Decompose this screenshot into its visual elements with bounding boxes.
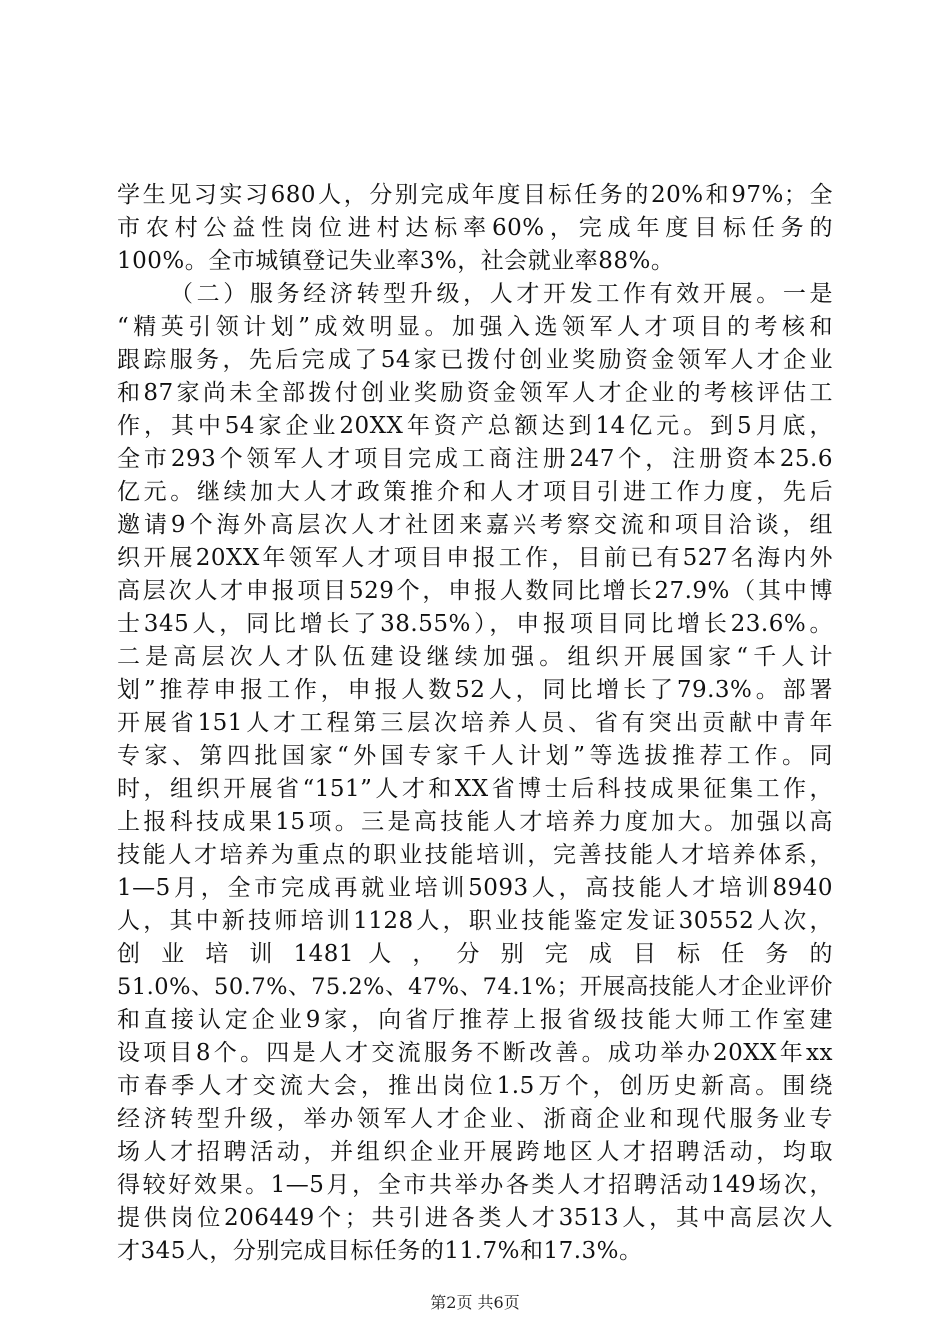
page-footer: 第2页 共6页 bbox=[430, 1293, 520, 1312]
text-line: 开展省151人才工程第三层次培养人员、省有突出贡献中青年 bbox=[117, 710, 833, 736]
text-line: 亿元。继续加大人才政策推介和人才项目引进工作力度，先后 bbox=[117, 479, 833, 505]
text-line: 才345人，分别完成目标任务的11.7%和17.3%。 bbox=[117, 1238, 643, 1264]
text-line: 和直接认定企业9家，向省厅推荐上报省级技能大师工作室建 bbox=[117, 1007, 833, 1033]
text-line: 场人才招聘活动，并组织企业开展跨地区人才招聘活动，均取 bbox=[117, 1139, 833, 1165]
text-line: 技能人才培养为重点的职业技能培训，完善技能人才培养体系， bbox=[117, 842, 833, 868]
text-line: 提供岗位206449个；共引进各类人才3513人，其中高层次人 bbox=[117, 1205, 833, 1231]
text-line: 得较好效果。1—5月，全市共举办各类人才招聘活动149场次， bbox=[117, 1172, 833, 1198]
text-line: 全市293个领军人才项目完成工商注册247个，注册资本25.6 bbox=[117, 446, 833, 472]
text-line: 人，其中新技师培训1128人，职业技能鉴定发证30552人次， bbox=[117, 908, 833, 934]
text-line: 二是高层次人才队伍建设继续加强。组织开展国家“千人计 bbox=[117, 644, 833, 670]
text-line: 学生见习实习680人，分别完成年度目标任务的20%和97%；全 bbox=[117, 182, 833, 208]
paragraph-start-line: （二）服务经济转型升级，人才开发工作有效开展。一是 bbox=[170, 281, 833, 307]
text-line: 织开展20XX年领军人才项目申报工作，目前已有527名海内外 bbox=[117, 545, 833, 571]
text-line: 市农村公益性岗位进村达标率60%，完成年度目标任务的 bbox=[117, 215, 833, 241]
text-line: 专家、第四批国家“外国专家千人计划”等选拔推荐工作。同 bbox=[117, 743, 833, 769]
text-line: “精英引领计划”成效明显。加强入选领军人才项目的考核和 bbox=[117, 314, 833, 340]
text-line: 作，其中54家企业20XX年资产总额达到14亿元。到5月底， bbox=[117, 413, 833, 439]
text-line: 经济转型升级，举办领军人才企业、浙商企业和现代服务业专 bbox=[117, 1106, 833, 1132]
text-line: 划”推荐申报工作，申报人数52人，同比增长了79.3%。部署 bbox=[117, 677, 833, 703]
text-line: 市春季人才交流大会，推出岗位1.5万个，创历史新高。围绕 bbox=[117, 1073, 833, 1099]
text-line: 邀请9个海外高层次人才社团来嘉兴考察交流和项目洽谈，组 bbox=[117, 512, 833, 538]
text-line: 高层次人才申报项目529个，申报人数同比增长27.9%（其中博 bbox=[117, 578, 833, 604]
text-line: 上报科技成果15项。三是高技能人才培养力度加大。加强以高 bbox=[117, 809, 833, 835]
text-line: 士345人，同比增长了38.55%），申报项目同比增长23.6%。 bbox=[117, 611, 833, 637]
text-line: 创 业 培 训 1481 人 ， 分 别 完 成 目 标 任 务 的 bbox=[117, 941, 833, 967]
text-line: 设项目8个。四是人才交流服务不断改善。成功举办20XX年xx bbox=[117, 1040, 833, 1066]
text-line: 和87家尚未全部拨付创业奖励资金领军人才企业的考核评估工 bbox=[117, 380, 833, 406]
text-line: 时，组织开展省“151”人才和XX省博士后科技成果征集工作， bbox=[117, 776, 833, 802]
text-line: 51.0%、50.7%、75.2%、47%、74.1%；开展高技能人才企业评价 bbox=[117, 974, 833, 1000]
text-line: 100%。全市城镇登记失业率3%，社会就业率88%。 bbox=[117, 248, 675, 274]
text-line: 跟踪服务，先后完成了54家已拨付创业奖励资金领军人才企业 bbox=[117, 347, 833, 373]
text-line: 1—5月，全市完成再就业培训5093人，高技能人才培训8940 bbox=[117, 875, 833, 901]
